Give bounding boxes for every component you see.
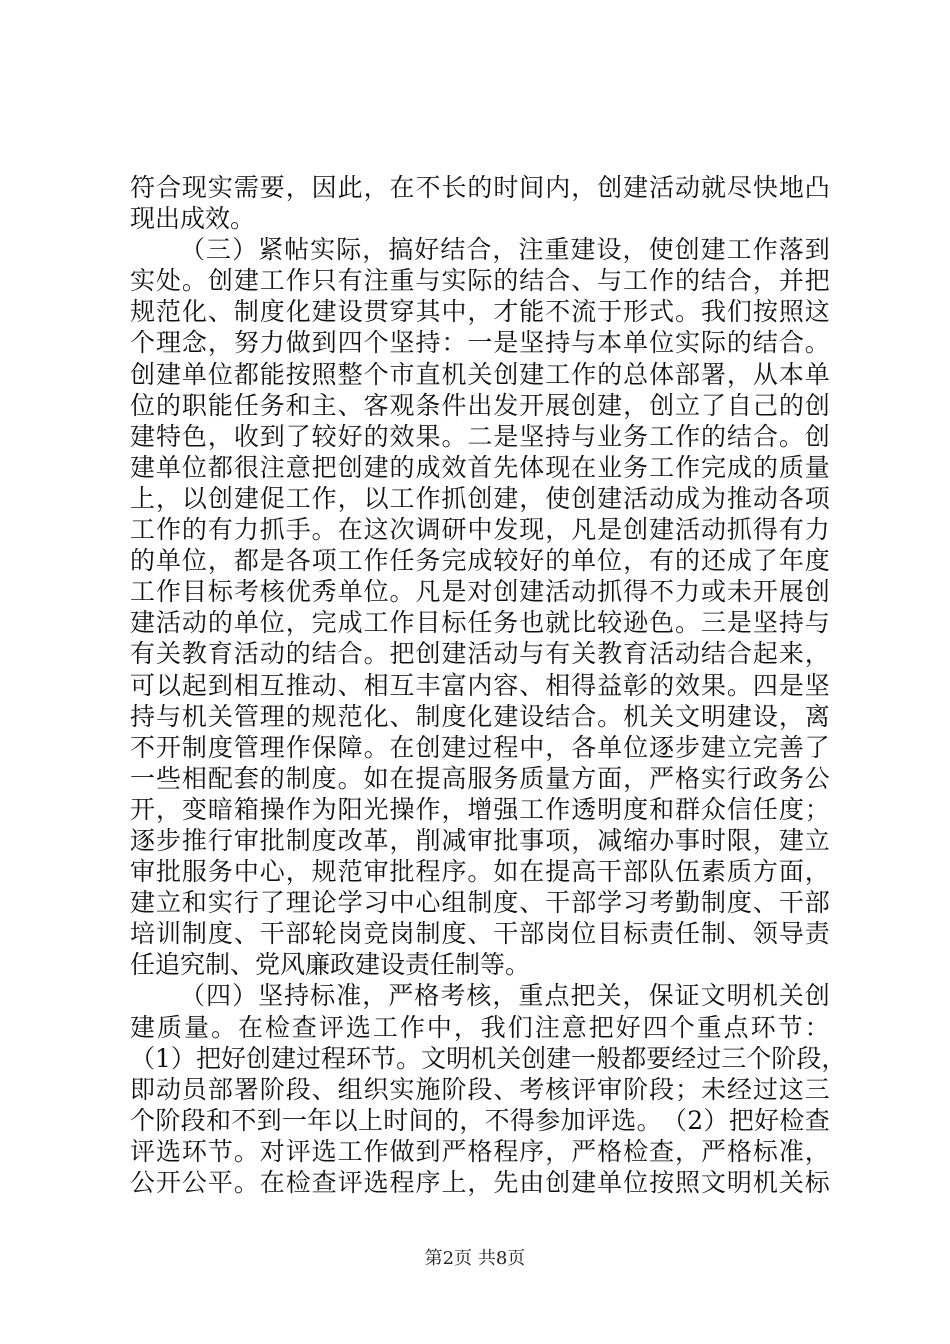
document-body — [130, 172, 847, 1198]
text-line: （ 1 ） 把 好 创 建 过 程 环 节 。 文 明 机 关 创 建 一 般 都 要 经 过 三 个 阶 段 ， — [130, 1043, 847, 1073]
text-line: 建 质 量 。 在 检 查 评 选 工 作 中 ， 我 们 注 意 把 好 四 个 重 点 环 节 ： — [130, 1012, 830, 1042]
text-line: 规 范 化 、 制 度 化 建 设 贯 穿 其 中 ， 才 能 不 流 于 形 式 。 我 们 按 照 这 — [130, 297, 830, 327]
text-line: 公 开 公 平 。 在 检 查 评 选 程 序 上 ， 先 由 创 建 单 位 按 照 文 明 机 关 标 — [130, 1168, 830, 1197]
text-line: 培 训 制 度 、 干 部 轮 岗 竞 岗 制 度 、 干 部 岗 位 目 标 责 任 制 、 领 导 责 — [130, 919, 830, 949]
page-footer: 第2页 共8页 — [424, 1248, 526, 1269]
text-line: 的 单 位 ， 都 是 各 项 工 作 任 务 完 成 较 好 的 单 位 ， 有 的 还 成 了 年 度 — [130, 546, 830, 576]
text-line: 逐 步 推 行 审 批 制 度 改 革 ， 削 减 审 批 事 项 ， 减 缩 办 事 时 限 ， 建 立 — [130, 825, 830, 855]
text-line: 不 开 制 度 管 理 作 保 障 。 在 创 建 过 程 中 ， 各 单 位 逐 步 建 立 完 善 了 — [130, 732, 830, 762]
text-line: 建 活 动 的 单 位 ， 完 成 工 作 目 标 任 务 也 就 比 较 逊 色 。 三 是 坚 持 与 — [130, 608, 830, 638]
text-line: 即 动 员 部 署 阶 段 、 组 织 实 施 阶 段 、 考 核 评 审 阶 段 ； 未 经 过 这 三 — [130, 1074, 830, 1104]
text-line: 实 处 。 创 建 工 作 只 有 注 重 与 实 际 的 结 合 、 与 工 作 的 结 合 ， 并 把 — [130, 266, 830, 296]
text-line: 审 批 服 务 中 心 ， 规 范 审 批 程 序 。 如 在 提 高 干 部 队 伍 素 质 方 面 ， — [130, 857, 830, 887]
text-line: 开 ， 变 暗 箱 操 作 为 阳 光 操 作 ， 增 强 工 作 透 明 度 和 群 众 信 任 度 ； — [130, 794, 830, 824]
text-line: 符 合 现 实 需 要 ， 因 此 ， 在 不 长 的 时 间 内 ， 创 建 活 动 就 尽 快 地 凸 — [130, 173, 830, 202]
text-line: 上 ， 以 创 建 促 工 作 ， 以 工 作 抓 创 建 ， 使 创 建 活 动 成 为 推 动 各 项 — [130, 483, 830, 513]
text-line: 一 些 相 配 套 的 制 度 。 如 在 提 高 服 务 质 量 方 面 ， 严 格 实 行 政 务 公 — [130, 763, 830, 793]
text-line: 任追究制、党风廉政建设责任制等。 — [130, 950, 531, 980]
text-line: 有 关 教 育 活 动 的 结 合 。 把 创 建 活 动 与 有 关 教 育 活 动 结 合 起 来 ， — [130, 639, 830, 669]
text-line: 可 以 起 到 相 互 推 动 、 相 互 丰 富 内 容 、 相 得 益 彰 的 效 果 。 四 是 坚 — [130, 670, 830, 700]
text-line: 位 的 职 能 任 务 和 主 、 客 观 条 件 出 发 开 展 创 建 ， 创 立 了 自 己 的 创 — [130, 390, 830, 420]
text-line: 建 单 位 都 很 注 意 把 创 建 的 成 效 首 先 体 现 在 业 务 工 作 完 成 的 质 量 — [130, 452, 830, 482]
text-line: 持 与 机 关 管 理 的 规 范 化 、 制 度 化 建 设 结 合 。 机 关 文 明 建 设 ， 离 — [130, 701, 830, 731]
text-line: （ 三 ） 紧 帖 实 际 ， 搞 好 结 合 ， 注 重 建 设 ， 使 创 建 工 作 落 到 — [180, 235, 830, 265]
text-line: 工 作 目 标 考 核 优 秀 单 位 。 凡 是 对 创 建 活 动 抓 得 不 力 或 未 开 展 创 — [130, 577, 830, 607]
text-line: 现出成效。 — [130, 204, 256, 234]
text-line: 评 选 环 节 。 对 评 选 工 作 做 到 严 格 程 序 ， 严 格 检 查 ， 严 格 标 准 ， — [130, 1136, 830, 1166]
text-line: 个 理 念 ， 努 力 做 到 四 个 坚 持 ： 一 是 坚 持 与 本 单 位 实 际 的 结 合 。 — [130, 328, 830, 358]
text-line: 创 建 单 位 都 能 按 照 整 个 市 直 机 关 创 建 工 作 的 总 体 部 署 ， 从 本 单 — [130, 359, 830, 389]
text-line: 建 立 和 实 行 了 理 论 学 习 中 心 组 制 度 、 干 部 学 习 考 勤 制 度 、 干 部 — [130, 888, 830, 918]
text-line: 建 特 色 ， 收 到 了 较 好 的 效 果 。 二 是 坚 持 与 业 务 工 作 的 结 合 。 创 — [130, 421, 830, 451]
text-line: （ 四 ） 坚 持 标 准 ， 严 格 考 核 ， 重 点 把 关 ， 保 证 文 明 机 关 创 — [180, 981, 830, 1011]
text-line: 工 作 的 有 力 抓 手 。 在 这 次 调 研 中 发 现 ， 凡 是 创 建 活 动 抓 得 有 力 — [130, 515, 830, 545]
text-line: 个 阶 段 和 不 到 一 年 以 上 时 间 的 ， 不 得 参 加 评 选 。 （ 2 ） 把 好 检 查 — [130, 1105, 830, 1135]
